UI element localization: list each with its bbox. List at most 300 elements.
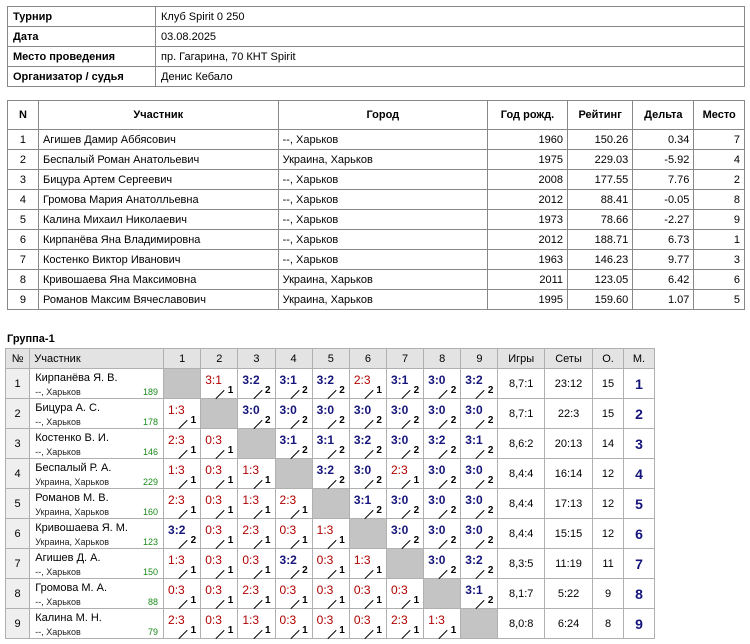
player-rating: 189 bbox=[143, 387, 159, 397]
self-cell bbox=[312, 489, 349, 519]
player-city: Украина, Харьков bbox=[35, 537, 110, 547]
match-score: 0:3 bbox=[316, 613, 334, 627]
match-score: 2:3 bbox=[242, 583, 260, 597]
match-result-cell bbox=[275, 399, 312, 429]
player-cell bbox=[30, 489, 164, 519]
group-header: Участник bbox=[30, 349, 164, 369]
info-row bbox=[8, 27, 745, 47]
tournament-info-table bbox=[7, 6, 745, 87]
match-result-cell bbox=[349, 459, 386, 489]
table-cell: 1.07 bbox=[633, 290, 694, 310]
match-points: 2 bbox=[376, 445, 382, 456]
table-cell: 123.05 bbox=[568, 270, 633, 290]
match-result-cell bbox=[424, 369, 461, 399]
player-name: Беспалый Р. А. bbox=[35, 462, 112, 474]
group-header: 8 bbox=[424, 349, 461, 369]
match-result-cell bbox=[461, 369, 498, 399]
match-score: 0:3 bbox=[316, 553, 334, 567]
match-points: 2 bbox=[487, 475, 494, 486]
match-score: 3:2 bbox=[316, 373, 335, 387]
table-cell: 2012 bbox=[488, 230, 568, 250]
table-cell: 1963 bbox=[488, 250, 568, 270]
match-score: 1:3 bbox=[168, 403, 185, 417]
table-row bbox=[8, 130, 745, 150]
match-result-cell bbox=[386, 459, 423, 489]
table-cell: 4 bbox=[8, 190, 39, 210]
games-cell: 8,1:7 bbox=[498, 579, 544, 609]
sets-cell: 11:19 bbox=[544, 549, 592, 579]
match-score: 3:0 bbox=[390, 403, 409, 417]
table-cell: --, Харьков bbox=[278, 230, 487, 250]
match-result-cell bbox=[349, 549, 386, 579]
place-cell: 5 bbox=[623, 489, 654, 519]
table-row bbox=[8, 270, 745, 290]
match-score: 3:1 bbox=[465, 583, 483, 597]
player-city: Украина, Харьков bbox=[35, 507, 110, 517]
group-row bbox=[6, 579, 655, 609]
match-score: 1:3 bbox=[242, 493, 260, 507]
match-score: 3:0 bbox=[465, 463, 483, 477]
match-points: 2 bbox=[487, 565, 494, 576]
score-divider bbox=[439, 630, 448, 639]
score-divider bbox=[290, 630, 299, 639]
match-score: 1:3 bbox=[316, 523, 334, 537]
table-row bbox=[8, 150, 745, 170]
match-score: 2:3 bbox=[242, 523, 260, 537]
match-result-cell bbox=[461, 489, 498, 519]
self-cell bbox=[201, 399, 238, 429]
match-score: 3:0 bbox=[390, 493, 409, 507]
match-points: 2 bbox=[339, 385, 345, 396]
table-cell: 7 bbox=[694, 130, 745, 150]
table-cell: Кирпанёва Яна Владимировна bbox=[38, 230, 278, 250]
points-cell: 12 bbox=[593, 519, 624, 549]
match-score: 0:3 bbox=[279, 613, 297, 627]
match-result-cell bbox=[275, 369, 312, 399]
match-points: 1 bbox=[339, 625, 345, 636]
player-name: Бицура А. С. bbox=[35, 402, 101, 414]
info-key: Место проведения bbox=[8, 47, 156, 67]
match-score: 3:0 bbox=[428, 553, 446, 567]
table-cell: 0.34 bbox=[633, 130, 694, 150]
match-result-cell bbox=[461, 579, 498, 609]
table-cell: --, Харьков bbox=[278, 210, 487, 230]
table-cell: 8 bbox=[694, 190, 745, 210]
match-points: 2 bbox=[339, 415, 345, 426]
info-key: Дата bbox=[8, 27, 156, 47]
match-score: 3:2 bbox=[428, 433, 446, 447]
match-score: 3:0 bbox=[390, 523, 409, 537]
info-value: 03.08.2025 bbox=[156, 27, 745, 47]
match-result-cell bbox=[275, 609, 312, 639]
match-score: 3:0 bbox=[279, 403, 297, 417]
match-points: 2 bbox=[487, 535, 494, 546]
match-score: 3:1 bbox=[205, 373, 222, 387]
match-score: 3:1 bbox=[279, 373, 297, 387]
table-cell: 2012 bbox=[488, 190, 568, 210]
match-points: 2 bbox=[376, 415, 382, 426]
match-points: 2 bbox=[264, 415, 271, 426]
match-points: 1 bbox=[264, 625, 271, 636]
match-score: 3:0 bbox=[465, 523, 483, 537]
sets-cell: 20:13 bbox=[544, 429, 592, 459]
match-result-cell bbox=[164, 579, 201, 609]
match-score: 1:3 bbox=[242, 613, 260, 627]
player-rating: 150 bbox=[143, 567, 159, 577]
match-score: 0:3 bbox=[205, 583, 222, 597]
row-number: 8 bbox=[6, 579, 30, 609]
match-score: 2:3 bbox=[168, 613, 185, 627]
match-points: 2 bbox=[450, 385, 457, 396]
match-points: 1 bbox=[264, 595, 271, 606]
match-result-cell bbox=[312, 579, 349, 609]
match-result-cell bbox=[164, 549, 201, 579]
match-points: 1 bbox=[376, 625, 382, 636]
match-points: 1 bbox=[264, 535, 271, 546]
player-city: --, Харьков bbox=[35, 387, 81, 397]
table-row bbox=[8, 230, 745, 250]
table-cell: 9 bbox=[8, 290, 39, 310]
column-header: Год рожд. bbox=[488, 101, 568, 130]
table-row bbox=[8, 250, 745, 270]
self-cell bbox=[386, 549, 423, 579]
match-score: 3:0 bbox=[428, 403, 446, 417]
table-cell: Беспалый Роман Анатольевич bbox=[38, 150, 278, 170]
table-cell: 6 bbox=[694, 270, 745, 290]
match-points: 1 bbox=[264, 565, 271, 576]
group-header: 4 bbox=[275, 349, 312, 369]
match-points: 1 bbox=[227, 595, 234, 606]
games-cell: 8,4:4 bbox=[498, 489, 544, 519]
match-score: 2:3 bbox=[390, 463, 408, 477]
info-value: Денис Кебало bbox=[156, 67, 745, 87]
match-score: 0:3 bbox=[390, 583, 408, 597]
column-header: Дельта bbox=[633, 101, 694, 130]
match-score: 3:2 bbox=[465, 553, 483, 567]
match-result-cell bbox=[424, 519, 461, 549]
group-header: 1 bbox=[164, 349, 201, 369]
group-row bbox=[6, 399, 655, 429]
games-cell: 8,3:5 bbox=[498, 549, 544, 579]
match-result-cell bbox=[424, 609, 461, 639]
group-row bbox=[6, 549, 655, 579]
score-divider bbox=[364, 630, 373, 639]
match-score: 3:0 bbox=[353, 403, 372, 417]
table-cell: 3 bbox=[694, 250, 745, 270]
table-cell: 2011 bbox=[488, 270, 568, 290]
match-result-cell bbox=[238, 459, 275, 489]
player-name: Калина М. Н. bbox=[35, 612, 102, 624]
match-points: 1 bbox=[376, 385, 382, 396]
column-header: Место bbox=[694, 101, 745, 130]
group-title: Группа-1 bbox=[7, 333, 55, 345]
match-score: 0:3 bbox=[205, 433, 222, 447]
match-score: 0:3 bbox=[242, 553, 260, 567]
match-points: 1 bbox=[227, 565, 234, 576]
table-cell: Бицура Артем Сергеевич bbox=[38, 170, 278, 190]
points-cell: 14 bbox=[593, 429, 624, 459]
match-result-cell bbox=[386, 519, 423, 549]
match-points: 1 bbox=[376, 595, 382, 606]
sets-cell: 5:22 bbox=[544, 579, 592, 609]
match-points: 1 bbox=[227, 625, 234, 636]
match-score: 3:2 bbox=[353, 433, 372, 447]
match-result-cell bbox=[164, 459, 201, 489]
group-header: 9 bbox=[461, 349, 498, 369]
table-cell: Калина Михаил Николаевич bbox=[38, 210, 278, 230]
match-points: 2 bbox=[376, 505, 382, 516]
place-cell: 7 bbox=[623, 549, 654, 579]
match-result-cell bbox=[201, 579, 238, 609]
player-rating: 178 bbox=[143, 417, 159, 427]
match-score: 3:2 bbox=[279, 553, 297, 567]
player-city: Украина, Харьков bbox=[35, 477, 110, 487]
score-divider bbox=[179, 630, 188, 639]
match-score: 3:0 bbox=[242, 403, 260, 417]
match-result-cell bbox=[312, 549, 349, 579]
match-points: 2 bbox=[413, 535, 420, 546]
match-points: 1 bbox=[190, 625, 197, 636]
match-points: 1 bbox=[339, 565, 345, 576]
match-score: 3:2 bbox=[316, 463, 335, 477]
match-result-cell bbox=[386, 579, 423, 609]
match-result-cell bbox=[386, 489, 423, 519]
match-result-cell bbox=[424, 399, 461, 429]
self-cell bbox=[349, 519, 386, 549]
match-score: 3:0 bbox=[353, 463, 372, 477]
match-points: 2 bbox=[487, 505, 494, 516]
player-city: --, Харьков bbox=[35, 417, 81, 427]
player-city: --, Харьков bbox=[35, 567, 81, 577]
match-score: 0:3 bbox=[353, 613, 371, 627]
match-result-cell bbox=[201, 489, 238, 519]
match-result-cell bbox=[386, 429, 423, 459]
group-row bbox=[6, 519, 655, 549]
table-cell: Костенко Виктор Иванович bbox=[38, 250, 278, 270]
column-header: N bbox=[8, 101, 39, 130]
match-result-cell bbox=[275, 429, 312, 459]
match-points: 2 bbox=[413, 505, 420, 516]
match-result-cell bbox=[201, 459, 238, 489]
player-name: Агишев Д. А. bbox=[35, 552, 101, 564]
info-key: Турнир bbox=[8, 7, 156, 27]
group-header: 3 bbox=[238, 349, 275, 369]
table-cell: 78.66 bbox=[568, 210, 633, 230]
row-number: 4 bbox=[6, 459, 30, 489]
self-cell bbox=[164, 369, 201, 399]
match-points: 1 bbox=[413, 475, 420, 486]
table-cell: 3 bbox=[8, 170, 39, 190]
match-score: 1:3 bbox=[428, 613, 445, 627]
match-result-cell bbox=[238, 519, 275, 549]
match-score: 0:3 bbox=[205, 553, 222, 567]
row-number: 3 bbox=[6, 429, 30, 459]
match-score: 2:3 bbox=[279, 493, 297, 507]
player-rating: 79 bbox=[148, 627, 159, 637]
row-number: 5 bbox=[6, 489, 30, 519]
table-row bbox=[8, 210, 745, 230]
match-score: 3:0 bbox=[465, 493, 483, 507]
match-result-cell bbox=[201, 429, 238, 459]
match-result-cell bbox=[238, 579, 275, 609]
score-divider bbox=[253, 630, 262, 639]
sets-cell: 16:14 bbox=[544, 459, 592, 489]
match-result-cell bbox=[238, 369, 275, 399]
match-points: 1 bbox=[227, 385, 234, 396]
player-cell bbox=[30, 399, 164, 429]
group-row bbox=[6, 459, 655, 489]
match-points: 2 bbox=[413, 445, 420, 456]
match-points: 1 bbox=[190, 565, 197, 576]
match-score: 3:0 bbox=[316, 403, 335, 417]
match-points: 1 bbox=[190, 505, 197, 516]
match-result-cell bbox=[312, 399, 349, 429]
table-cell: Украина, Харьков bbox=[278, 150, 487, 170]
match-points: 1 bbox=[339, 595, 345, 606]
table-cell: 188.71 bbox=[568, 230, 633, 250]
match-result-cell bbox=[349, 369, 386, 399]
match-result-cell bbox=[349, 579, 386, 609]
table-cell: 7 bbox=[8, 250, 39, 270]
match-result-cell bbox=[461, 519, 498, 549]
match-result-cell bbox=[238, 489, 275, 519]
points-cell: 15 bbox=[593, 399, 624, 429]
match-score: 1:3 bbox=[353, 553, 371, 567]
match-score: 2:3 bbox=[353, 373, 371, 387]
table-cell: 1 bbox=[694, 230, 745, 250]
table-cell: --, Харьков bbox=[278, 250, 487, 270]
table-cell: 1973 bbox=[488, 210, 568, 230]
match-result-cell bbox=[424, 489, 461, 519]
match-points: 2 bbox=[487, 415, 494, 426]
player-name: Романов М. В. bbox=[35, 492, 109, 504]
match-points: 2 bbox=[487, 595, 494, 606]
table-cell: Громова Мария Анатолльевна bbox=[38, 190, 278, 210]
place-cell: 1 bbox=[623, 369, 654, 399]
place-cell: 6 bbox=[623, 519, 654, 549]
group-row bbox=[6, 609, 655, 639]
player-cell bbox=[30, 549, 164, 579]
participants-table bbox=[7, 100, 745, 310]
table-cell: 1975 bbox=[488, 150, 568, 170]
table-cell: 9 bbox=[694, 210, 745, 230]
table-cell: Украина, Харьков bbox=[278, 270, 487, 290]
table-cell: 5 bbox=[694, 290, 745, 310]
match-result-cell bbox=[349, 609, 386, 639]
match-score: 3:0 bbox=[465, 403, 483, 417]
row-number: 9 bbox=[6, 609, 30, 639]
match-result-cell bbox=[164, 609, 201, 639]
match-score: 0:3 bbox=[205, 493, 222, 507]
table-cell: 2008 bbox=[488, 170, 568, 190]
match-points: 1 bbox=[302, 595, 308, 606]
table-cell: 150.26 bbox=[568, 130, 633, 150]
column-header: Рейтинг bbox=[568, 101, 633, 130]
table-cell: --, Харьков bbox=[278, 130, 487, 150]
points-cell: 11 bbox=[593, 549, 624, 579]
row-number: 7 bbox=[6, 549, 30, 579]
table-cell: 177.55 bbox=[568, 170, 633, 190]
match-score: 3:0 bbox=[390, 433, 409, 447]
table-cell: 1995 bbox=[488, 290, 568, 310]
table-cell: -2.27 bbox=[633, 210, 694, 230]
player-city: --, Харьков bbox=[35, 447, 81, 457]
match-score: 2:3 bbox=[168, 493, 185, 507]
match-score: 3:1 bbox=[390, 373, 409, 387]
match-score: 3:2 bbox=[465, 373, 483, 387]
points-cell: 15 bbox=[593, 369, 624, 399]
match-points: 2 bbox=[264, 385, 271, 396]
match-result-cell bbox=[312, 369, 349, 399]
match-result-cell bbox=[312, 429, 349, 459]
info-value: Клуб Spirit 0 250 bbox=[156, 7, 745, 27]
self-cell bbox=[238, 429, 275, 459]
match-result-cell bbox=[201, 609, 238, 639]
match-score: 3:0 bbox=[428, 493, 446, 507]
player-name: Кирпанёва Я. В. bbox=[35, 372, 118, 384]
column-header: Участник bbox=[38, 101, 278, 130]
match-result-cell bbox=[275, 519, 312, 549]
match-points: 2 bbox=[339, 475, 345, 486]
match-score: 0:3 bbox=[168, 583, 185, 597]
match-result-cell bbox=[312, 519, 349, 549]
match-result-cell bbox=[386, 369, 423, 399]
games-cell: 8,4:4 bbox=[498, 459, 544, 489]
player-cell bbox=[30, 429, 164, 459]
group-row bbox=[6, 369, 655, 399]
match-score: 0:3 bbox=[205, 463, 222, 477]
match-result-cell bbox=[386, 399, 423, 429]
self-cell bbox=[461, 609, 498, 639]
match-score: 1:3 bbox=[168, 463, 185, 477]
match-result-cell bbox=[386, 609, 423, 639]
match-result-cell bbox=[461, 429, 498, 459]
table-cell: 4 bbox=[694, 150, 745, 170]
group-header: М. bbox=[623, 349, 654, 369]
place-cell: 3 bbox=[623, 429, 654, 459]
table-cell: 159.60 bbox=[568, 290, 633, 310]
group-header: О. bbox=[593, 349, 624, 369]
score-divider bbox=[216, 630, 225, 639]
match-points: 1 bbox=[190, 475, 197, 486]
match-result-cell bbox=[201, 549, 238, 579]
match-points: 2 bbox=[450, 505, 457, 516]
table-cell: 229.03 bbox=[568, 150, 633, 170]
table-cell: -5.92 bbox=[633, 150, 694, 170]
row-number: 6 bbox=[6, 519, 30, 549]
match-points: 1 bbox=[190, 415, 197, 426]
match-result-cell bbox=[349, 399, 386, 429]
player-cell bbox=[30, 519, 164, 549]
table-cell: 1 bbox=[8, 130, 39, 150]
sets-cell: 17:13 bbox=[544, 489, 592, 519]
table-row bbox=[8, 290, 745, 310]
player-city: --, Харьков bbox=[35, 627, 81, 637]
match-score: 3:1 bbox=[316, 433, 335, 447]
match-result-cell bbox=[461, 459, 498, 489]
match-points: 2 bbox=[450, 445, 457, 456]
points-cell: 12 bbox=[593, 489, 624, 519]
self-cell bbox=[424, 579, 461, 609]
match-points: 1 bbox=[413, 595, 420, 606]
points-cell: 8 bbox=[593, 609, 624, 639]
match-result-cell bbox=[275, 579, 312, 609]
match-score: 0:3 bbox=[353, 583, 371, 597]
match-score: 2:3 bbox=[168, 433, 185, 447]
match-points: 2 bbox=[339, 445, 345, 456]
match-points: 2 bbox=[450, 475, 457, 486]
match-result-cell bbox=[349, 429, 386, 459]
